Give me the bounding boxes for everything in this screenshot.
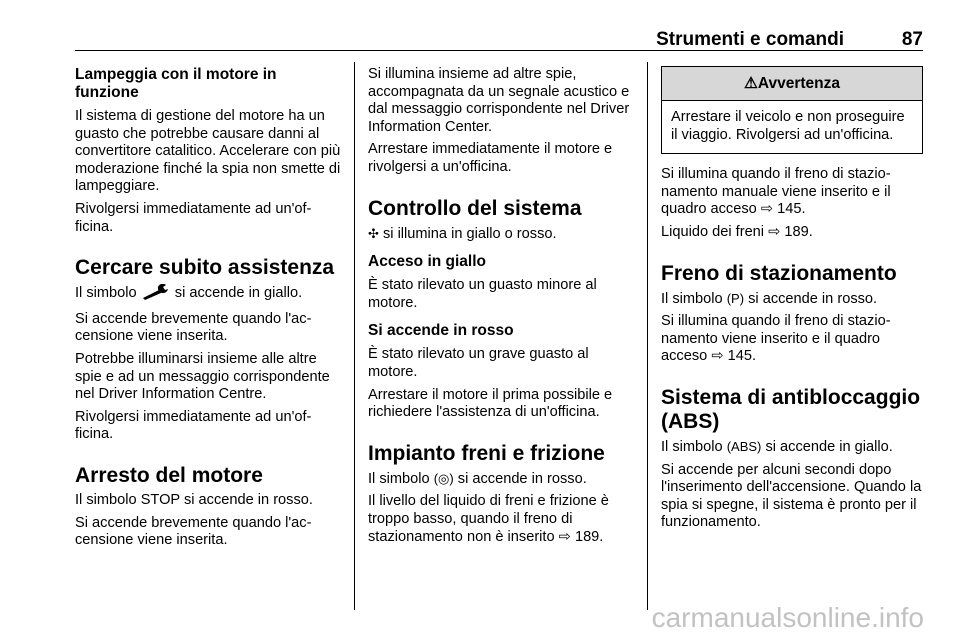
text: Il livello del liquido di freni e frizione è troppo basso, quando il freno di stazionamento non è inserito	[368, 493, 609, 545]
heading-cercare-assistenza: Cercare subito assistenza	[75, 256, 335, 280]
paragraph	[661, 313, 923, 366]
text: si accende in giallo.	[174, 285, 303, 302]
warning-title: Avvertenza	[757, 75, 841, 92]
text: Il simbolo	[75, 285, 137, 302]
reference-arrow-icon: ⇨	[558, 528, 571, 545]
text: si accende in rosso.	[457, 470, 587, 487]
warning-text: Arrestare il veicolo e non proseguire il viaggio. Rivolgersi ad un'officina.	[671, 109, 905, 143]
column-divider-left	[354, 62, 355, 610]
page-number: 87	[901, 29, 923, 50]
text: si illumina in giallo o rosso.	[382, 225, 557, 242]
heading-freno-stazionamento: Freno di stazionamento	[661, 261, 897, 285]
paragraph: Si accende brevemente quando l'accensione viene inserita.	[75, 310, 312, 345]
text: Si illumina quando il freno di stazionamento manuale viene inserito e il quadro acceso	[661, 166, 891, 218]
heading-arresto-motore: Arresto del motore	[75, 463, 263, 487]
parking-brake-icon: (P)	[726, 290, 745, 306]
text: si accende in giallo.	[765, 438, 893, 455]
text: Il simbolo	[661, 290, 723, 307]
text: Liquido dei freni	[661, 223, 765, 240]
heading-abs: Sistema di antibloccaggio (ABS)	[661, 385, 921, 433]
paragraph: Il simbolo STOP si accende in rosso.	[75, 491, 313, 508]
reference-arrow-icon: ⇨	[768, 223, 781, 240]
page-reference: 145.	[727, 348, 757, 365]
warning-box	[661, 66, 923, 154]
paragraph	[661, 166, 923, 219]
paragraph: Potrebbe illuminarsi insieme alle altre spie e ad un messaggio corrispondente nel Driver Information Centre.	[75, 350, 330, 403]
brake-warning-icon: (◎)	[433, 470, 454, 486]
paragraph: Arrestare il motore il prima possibile e richiedere l'assistenza di un'officina.	[368, 386, 613, 421]
paragraph: Rivolgersi immediatamente ad un'officina.	[75, 408, 312, 443]
text: si accende in rosso.	[748, 290, 878, 307]
paragraph	[661, 290, 923, 309]
heading-acceso-giallo: Acceso in giallo	[368, 253, 487, 271]
paragraph: Si accende per alcuni secondi dopo l'inserimento dell'accensione. Quando la spia si spegne, il sistema è pronto per il funzionamento.	[661, 461, 922, 531]
engine-control-icon: ✣	[368, 225, 379, 241]
column-left	[75, 66, 343, 555]
text: Si illumina quando il freno di stazionamento viene inserito e il quadro acceso	[661, 313, 891, 365]
warning-header	[662, 67, 922, 101]
warning-icon: ⚠	[743, 75, 758, 92]
header-rule	[75, 50, 923, 51]
paragraph	[368, 493, 634, 546]
wrench-icon	[141, 284, 171, 306]
text: Il simbolo	[661, 438, 723, 455]
watermark: carmanualsonline.info	[651, 602, 924, 633]
paragraph: Rivolgersi immediatamente ad un'officina.	[75, 200, 312, 235]
heading-impianto-freni: Impianto freni e frizione	[368, 441, 605, 465]
paragraph: Il sistema di gestione del motore ha un guasto che potrebbe causare danni al convertitore catalitico. Accelerare con più moderazione finché la spia non smette di lampeggiare.	[75, 108, 341, 195]
column-right	[661, 66, 923, 537]
heading-acceso-rosso: Si accende in rosso	[368, 322, 514, 340]
column-divider-right	[647, 62, 648, 610]
paragraph: Si accende brevemente quando l'accensione viene inserita.	[75, 514, 312, 549]
reference-arrow-icon: ⇨	[760, 201, 774, 218]
page-reference: 189.	[574, 528, 604, 545]
text: Il simbolo	[368, 470, 430, 487]
page-reference: 145.	[777, 201, 806, 218]
paragraph: Si illumina insieme ad altre spie, accompagnata da un segnale acustico e dal messaggio corrispondente nel Driver Information Center.	[368, 66, 630, 135]
column-middle	[368, 66, 634, 551]
abs-icon: (ABS)	[726, 438, 762, 454]
header-title: Strumenti e comandi	[656, 29, 844, 50]
paragraph: Arrestare immediatamente il motore e rivolgersi a un'officina.	[368, 141, 613, 175]
heading-lampeggia: Lampeggia con il motore in funzione	[75, 66, 277, 101]
paragraph	[75, 284, 343, 306]
paragraph	[661, 438, 923, 457]
paragraph	[368, 225, 634, 244]
paragraph	[368, 470, 634, 489]
paragraph	[661, 224, 923, 242]
page-reference: 189.	[784, 223, 813, 240]
paragraph: È stato rilevato un guasto minore al motore.	[368, 277, 597, 311]
heading-controllo-sistema: Controllo del sistema	[368, 196, 582, 220]
reference-arrow-icon: ⇨	[711, 348, 724, 365]
paragraph: È stato rilevato un grave guasto al motore.	[368, 346, 589, 380]
